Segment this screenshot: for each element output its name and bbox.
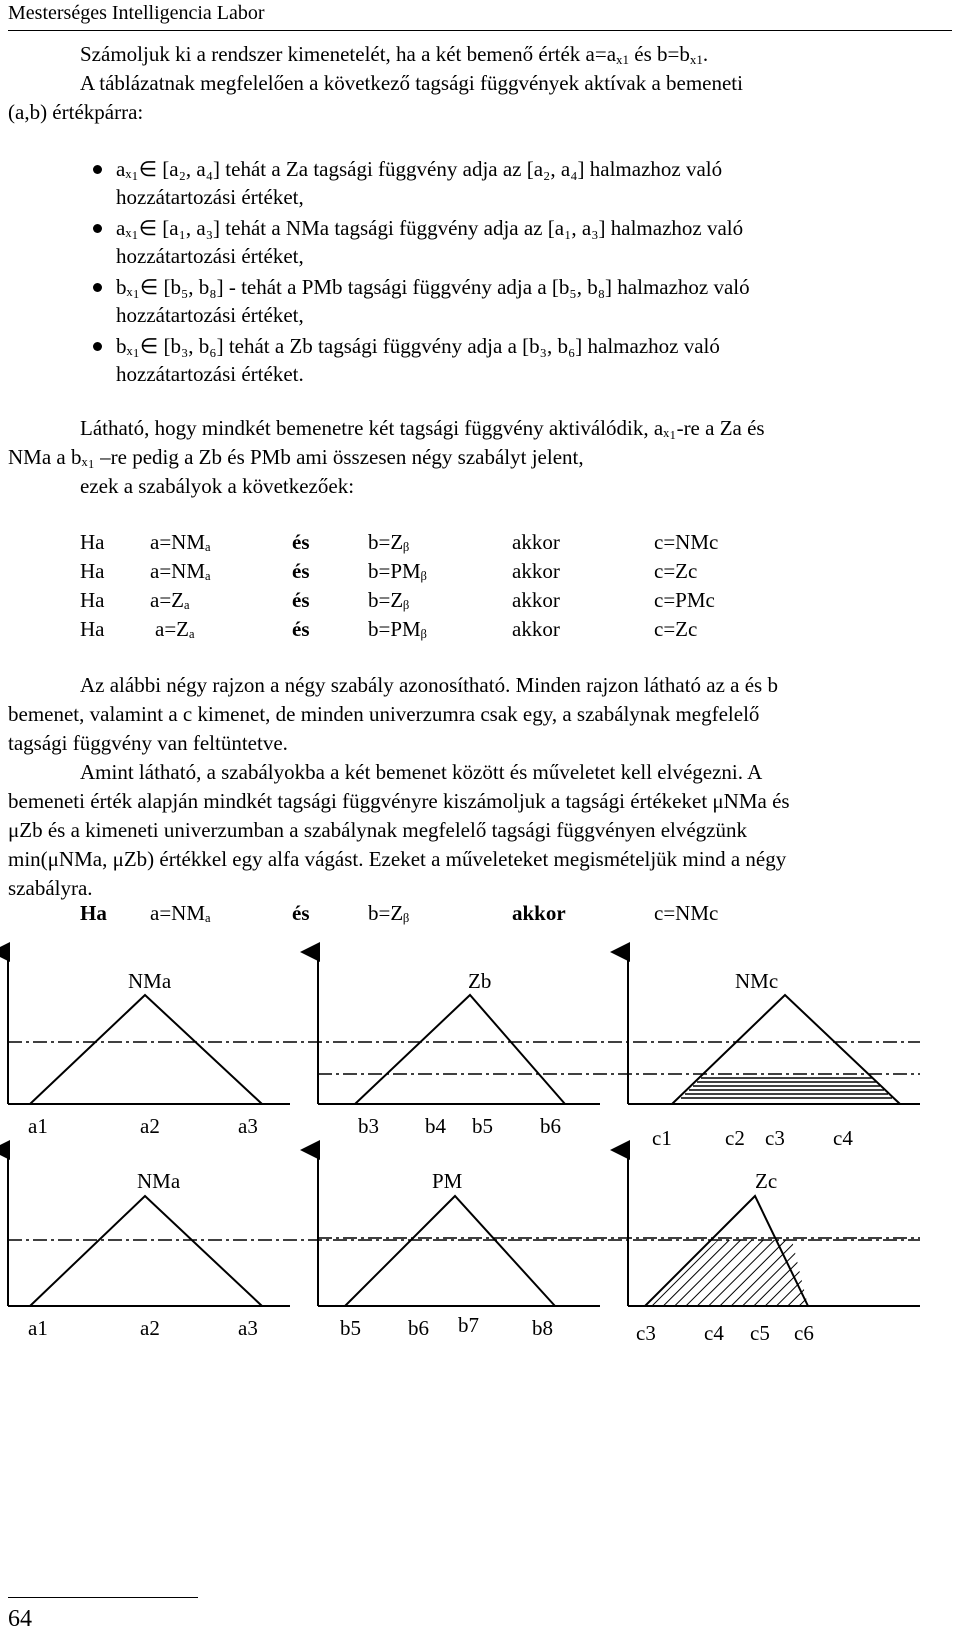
rule-a: a=NMₐ	[150, 901, 211, 925]
triangle-nma	[30, 1196, 262, 1306]
rule-ha: Ha	[80, 559, 105, 583]
tick-label: c5	[750, 1321, 770, 1345]
rule-akkor: akkor	[512, 617, 560, 641]
subscript: x1	[616, 52, 630, 67]
paragraph-3-line-8: szabályra.	[8, 876, 93, 900]
paragraph-3-line-6: μZb és a kimeneti univerzumban a szabálynak megfelelő tagsági függvényen elvégzünk	[8, 818, 747, 842]
tick-label: c4	[833, 1126, 853, 1150]
tick-label: b6	[408, 1316, 429, 1340]
rule-a: a=NMₐ	[150, 559, 211, 583]
paragraph-3-line-1: Az alábbi négy rajzon a négy szabály azonosítható. Minden rajzon látható az a és b	[80, 673, 778, 697]
paragraph-2-line-2: NMa a bₓ₁ –re pedig a Zb és PMb ami összesen négy szabályt jelent,	[8, 445, 584, 469]
rule-b: b=PMᵦ	[368, 617, 427, 641]
triangle-nma	[30, 995, 262, 1104]
alpha-cut-fill	[681, 1078, 892, 1098]
running-header: Mesterséges Intelligencia Labor	[8, 0, 952, 31]
triangle-pm	[345, 1196, 555, 1306]
rule-ha: Ha	[80, 588, 105, 612]
rule-b: b=PMᵦ	[368, 559, 427, 583]
paragraph-3-line-4: Amint látható, a szabályokba a két bemenet között és műveletet kell elvégezni. A	[80, 760, 763, 784]
rule-c: c=NMc	[654, 530, 719, 554]
triangle-nmc	[672, 995, 900, 1104]
bullet-3-line-1: bₓ₁∈ [b₅, b₈] - tehát a PMb tagsági függvény adja a [b₅, b₈] halmazhoz való	[116, 275, 750, 299]
bullet-4-line-2: hozzátartozási értéket.	[116, 362, 304, 386]
label-pm: PM	[432, 1169, 463, 1193]
rule-es: és	[292, 901, 310, 925]
figure-1	[8, 952, 920, 1150]
alpha-cut-hatch	[645, 1240, 808, 1306]
tick-label: b4	[425, 1114, 446, 1138]
tick-label: b5	[472, 1114, 493, 1138]
bullet-1-line-2: hozzátartozási értéket,	[116, 185, 304, 209]
bullet-3-line-2: hozzátartozási értéket,	[116, 303, 304, 327]
rule-es: és	[292, 530, 310, 554]
rule-akkor: akkor	[512, 588, 560, 612]
rule-a: a=Zₐ	[155, 617, 195, 641]
tick-label: b5	[340, 1316, 361, 1340]
rule-es: és	[292, 588, 310, 612]
triangle-zb	[355, 995, 565, 1104]
paragraph-1-line-2: A táblázatnak megfelelően a következő tagsági függvények aktívak a bemeneti	[80, 71, 743, 95]
label-nmc: NMc	[735, 969, 779, 993]
rule-ha: Ha	[80, 901, 107, 925]
paragraph-2-line-3: ezek a szabályok a következőek:	[80, 474, 355, 498]
tick-label: b8	[532, 1316, 553, 1340]
bullet-2-line-2: hozzátartozási értéket,	[116, 244, 304, 268]
tick-label: c1	[652, 1126, 672, 1150]
label-nma: NMa	[137, 1169, 181, 1193]
rule-akkor: akkor	[512, 901, 566, 925]
tick-label: b3	[358, 1114, 379, 1138]
tick-label: c6	[794, 1321, 814, 1345]
rule-c: c=Zc	[654, 559, 698, 583]
tick-label: c3	[636, 1321, 656, 1345]
tick-label: a3	[238, 1114, 258, 1138]
rule-b: b=Zᵦ	[368, 530, 410, 554]
rule-c: c=Zc	[654, 617, 698, 641]
paragraph-3-line-5: bemeneti érték alapján mindkét tagsági függvényre kiszámoljuk a tagsági értékeket μNMa és	[8, 789, 790, 813]
bullet-2-line-1: aₓ₁∈ [a₁, a₃] tehát a NMa tagsági függvény adja az [a₁, a₃] halmazhoz való	[116, 216, 744, 240]
tick-label: a3	[238, 1316, 258, 1340]
rule-a: a=NMₐ	[150, 530, 211, 554]
tick-label: a2	[140, 1114, 160, 1138]
text-fragment: .	[702, 42, 709, 66]
rule-a: a=Zₐ	[150, 588, 190, 612]
rule-c: c=NMc	[654, 901, 719, 925]
tick-label: b6	[540, 1114, 561, 1138]
bullet-1-line-1: aₓ₁∈ [a₂, a₄] tehát a Za tagsági függvény adja az [a₂, a₄] halmazhoz való	[116, 157, 723, 181]
rule-b: b=Zᵦ	[368, 588, 410, 612]
page-number: 64	[8, 1606, 32, 1632]
rule-b: b=Zᵦ	[368, 901, 410, 925]
label-nma: NMa	[128, 969, 172, 993]
figure-2	[8, 1150, 920, 1345]
rule-es: és	[292, 617, 310, 641]
tick-label: a2	[140, 1316, 160, 1340]
rule-ha: Ha	[80, 617, 105, 641]
rule-akkor: akkor	[512, 530, 560, 554]
tick-label: c3	[765, 1126, 785, 1150]
paragraph-3-line-7: min(μNMa, μZb) értékkel egy alfa vágást. Ezeket a műveleteket megismételjük mind a négy	[8, 847, 787, 871]
subscript: x1	[689, 52, 703, 67]
tick-label: a1	[28, 1114, 48, 1138]
rule-c: c=PMc	[654, 588, 715, 612]
paragraph-1-line-3: (a,b) értékpárra:	[8, 100, 144, 124]
tick-label: c2	[725, 1126, 745, 1150]
tick-label: a1	[28, 1316, 48, 1340]
rule-ha: Ha	[80, 530, 105, 554]
label-zc: Zc	[755, 1169, 778, 1193]
bullet-4-line-1: bₓ₁∈ [b₃, b₆] tehát a Zb tagsági függvény adja a [b₃, b₆] halmazhoz való	[116, 334, 720, 358]
rule-es: és	[292, 559, 310, 583]
footer-rule	[8, 1597, 198, 1598]
paragraph-2-line-1: Látható, hogy mindkét bemenetre két tagsági függvény aktiválódik, aₓ₁-re a Za és	[80, 416, 765, 440]
text-fragment: és b=b	[629, 42, 690, 66]
paragraph-3-line-2: bemenet, valamint a c kimenet, de minden univerzumra csak egy, a szabálynak megfelelő	[8, 702, 760, 726]
paragraph-3-line-3: tagsági függvény van feltüntetve.	[8, 731, 288, 755]
tick-label: c4	[704, 1321, 724, 1345]
rule-akkor: akkor	[512, 559, 560, 583]
tick-label: b7	[458, 1313, 479, 1337]
text-fragment: Számoljuk ki a rendszer kimenetelét, ha a két bemenő érték a=a	[80, 42, 617, 66]
label-zb: Zb	[468, 969, 492, 993]
